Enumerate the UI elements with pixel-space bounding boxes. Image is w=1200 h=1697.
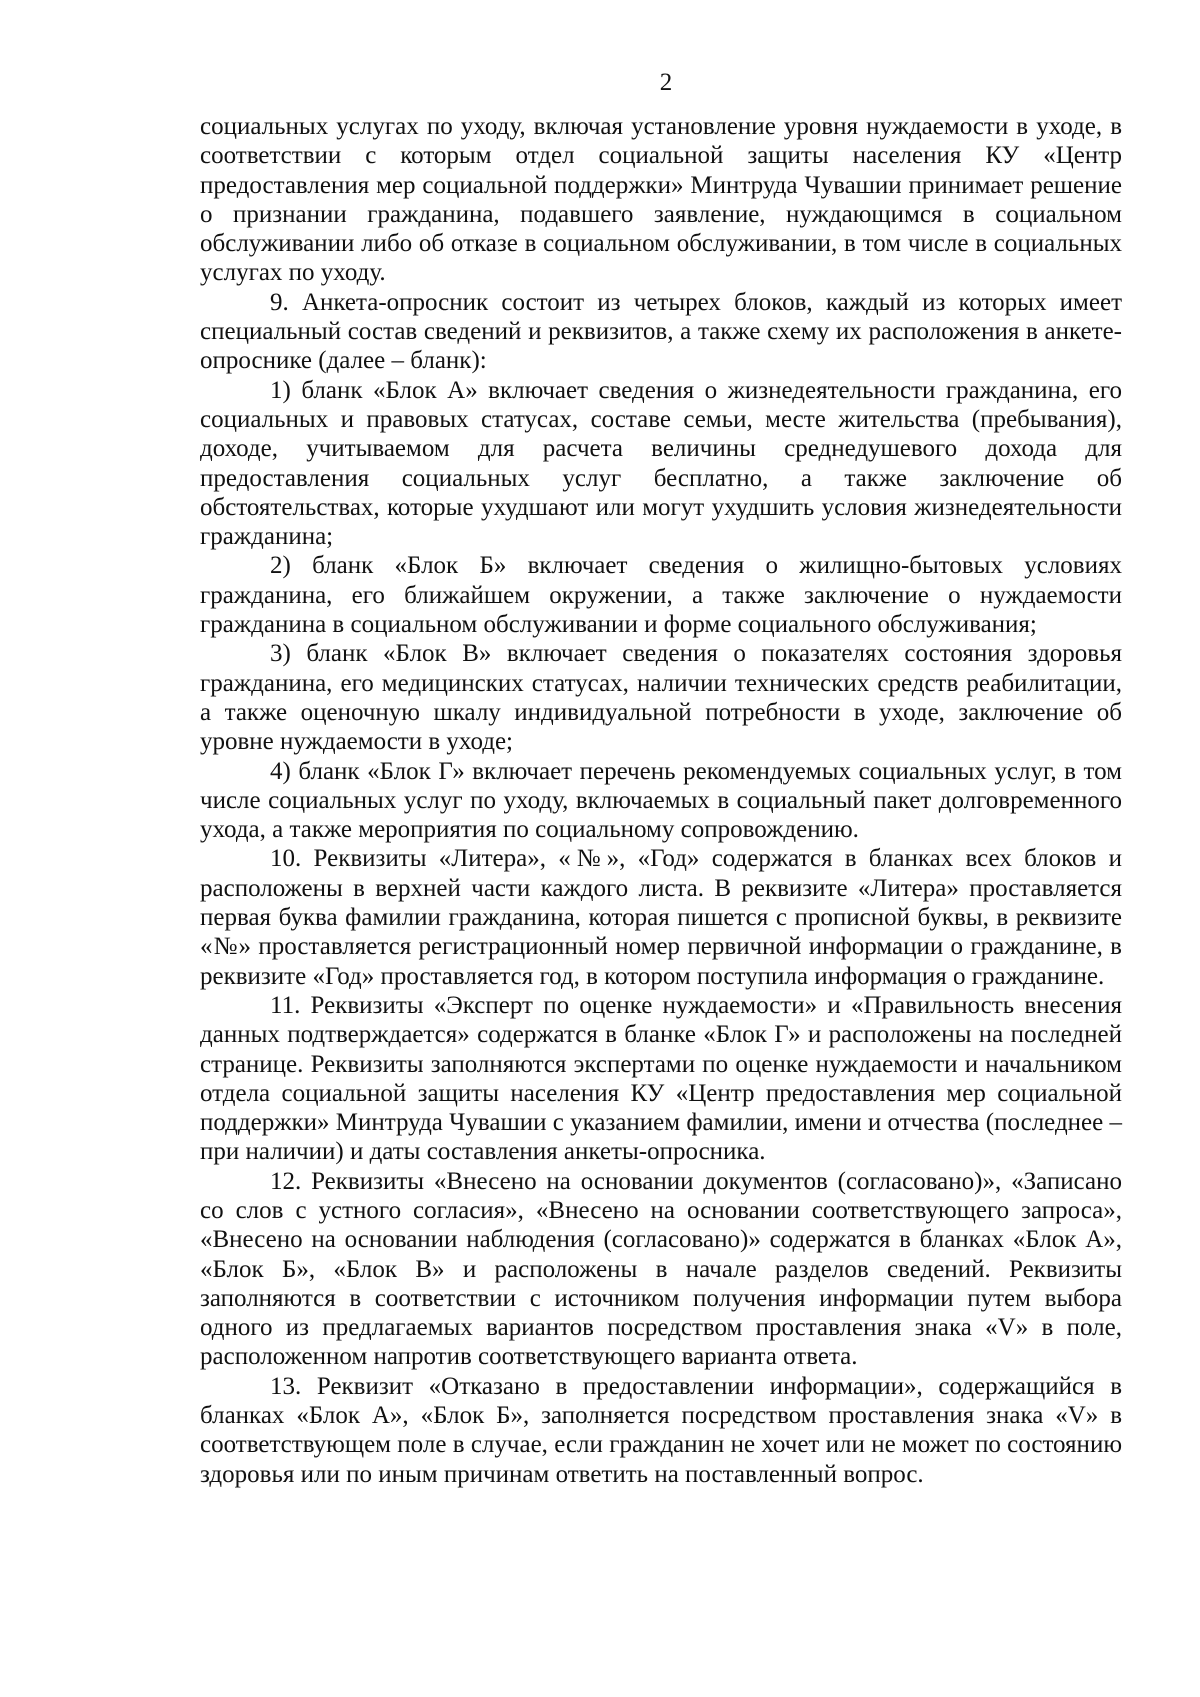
paragraph-item-11: 11. Реквизиты «Эксперт по оценке нуждаемости» и «Правильность внесения данных подтверждается» содержатся в бланке «Блок Г» и расположены на последней странице. Реквизиты заполняются экспертами по оценке нуждаемости и начальником отдела социальной защиты населения КУ «Центр предоставления мер социальной поддержки» Минтруда Чувашии с указанием фамилии, имени и отчества (последнее – при наличии) и даты составления анкеты-опросника. [200,991,1122,1166]
paragraph-subitem-4: 4) бланк «Блок Г» включает перечень рекомендуемых социальных услуг, в том числе социальных услуг по уходу, включаемых в социальный пакет долговременного ухода, а также мероприятия по социальному сопровождению. [200,757,1122,844]
paragraph-continuation: социальных услугах по уходу, включая установление уровня нуждаемости в уходе, в соответствии с которым отдел социальной защиты населения КУ «Центр предоставления мер социальной поддержки» Минтруда Чувашии принимает решение о признании гражданина, подавшего заявление, нуждающимся в социальном обслуживании либо об отказе в социальном обслуживании, в том числе в социальных услугах по уходу. [200,113,1122,287]
paragraph-item-13: 13. Реквизит «Отказано в предоставлении информации», содержащийся в бланках «Блок А», «Блок Б», заполняется посредством проставления знака «V» в соответствующем поле в случае, если гражданин не хочет или не может по состоянию здоровья или по иным причинам ответить на поставленный вопрос. [200,1372,1122,1488]
paragraph-subitem-1: 1) бланк «Блок А» включает сведения о жизнедеятельности гражданина, его социальных и правовых статусах, составе семьи, месте жительства (пребывания), доходе, учитываемом для расчета величины среднедушевого дохода для предоставления социальных услуг бесплатно, а также заключение об обстоятельствах, которые ухудшают или могут ухудшить условия жизнедеятельности гражданина; [200,376,1122,551]
paragraph-item-12: 12. Реквизиты «Внесено на основании документов (согласовано)», «Записано со слов с устного согласия», «Внесено на основании соответствующего запроса», «Внесено на основании наблюдения (согласовано)» содержатся в бланках «Блок А», «Блок Б», «Блок В» и расположены в начале разделов сведений. Реквизиты заполняются в соответствии с источником получения информации путем выбора одного из предлагаемых вариантов посредством проставления знака «V» в поле, расположенном напротив соответствующего варианта ответа. [200,1167,1122,1371]
paragraph-item-10: 10. Реквизиты «Литера», «№», «Год» содержатся в бланках всех блоков и расположены в верхней части каждого листа. В реквизите «Литера» проставляется первая буква фамилии гражданина, которая пишется с прописной буквы, в реквизите «№» проставляется регистрационный номер первичной информации о гражданине, в реквизите «Год» проставляется год, в котором поступила информация о гражданине. [200,845,1122,990]
paragraph-subitem-3: 3) бланк «Блок В» включает сведения о показателях состояния здоровья гражданина, его медицинских статусах, наличии технических средств реабилитации, а также оценочную шкалу индивидуальной потребности в уходе, заключение об уровне нуждаемости в уходе; [200,640,1122,756]
document-page [200,68,1122,1489]
paragraph-subitem-2: 2) бланк «Блок Б» включает сведения о жилищно-бытовых условиях гражданина, его ближайшем окружении, а также заключение о нуждаемости гражданина в социальном обслуживании и форме социального обслуживания; [200,552,1122,639]
paragraph-item-9: 9. Анкета-опросник состоит из четырех блоков, каждый из которых имеет специальный состав сведений и реквизитов, а также схему их расположения в анкете-опроснике (далее – бланк): [200,288,1122,375]
page-number: 2 [659,69,673,96]
